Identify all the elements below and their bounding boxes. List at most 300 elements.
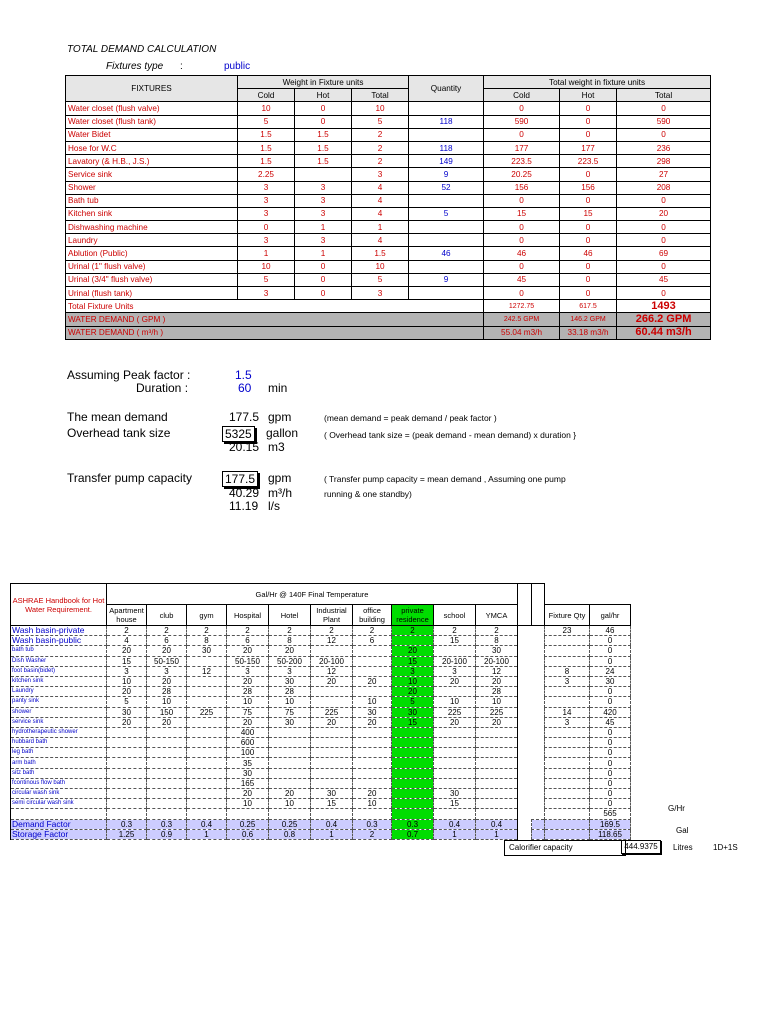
gal-hr-value [434,748,476,758]
total-cold: 0 [484,194,560,207]
gal-hr-value: 20-100 [476,656,518,666]
weight-hot: 3 [295,234,352,247]
total-cold: 0 [484,234,560,247]
gal-hr-value: 35 [227,758,269,768]
gal-hr-value: 225 [476,707,518,717]
gal-hr-value [353,687,392,697]
gal-hr-value [311,727,353,737]
weight-hot: 3 [295,207,352,220]
gal-hr-total: 0 [590,789,631,799]
weight-hot: 0 [295,102,352,115]
fixture-qty[interactable]: 3 [545,676,590,686]
gal-hr-value: 10 [269,799,311,809]
gal-hr-value: 3 [147,666,187,676]
quantity[interactable] [409,221,484,234]
fixture-qty[interactable] [545,748,590,758]
weight-hot: 0 [295,287,352,300]
spacer [518,829,532,839]
header-hot: Hot [295,89,352,102]
fixture-qty[interactable] [545,656,590,666]
fixture-name: Kitchen sink [66,207,238,220]
gal-hr-value: 30 [269,676,311,686]
spacer [532,656,545,666]
gal-hr-value [392,768,434,778]
gal-hr-value: 10 [227,799,269,809]
gal-hr-value [434,758,476,768]
total-hot: 156 [560,181,617,194]
gal-hr-total: 0 [590,636,631,646]
weight-total: 2 [352,155,409,168]
gal-hr-total: 0 [590,768,631,778]
fixture-qty[interactable] [545,646,590,656]
weight-total: 1.5 [352,247,409,260]
total-hot: 223.5 [560,155,617,168]
fixture-name: Water closet (flush tank) [66,115,238,128]
gal-hr-value: 28 [227,687,269,697]
ashrae-row [11,656,631,666]
demand-factor-value[interactable]: 0.25 [227,819,269,829]
gal-hr-value [187,676,227,686]
spacer [545,584,590,605]
storage-factor-value[interactable]: 1.25 [107,829,147,839]
weight-total: 10 [352,260,409,273]
gal-hr-value: 20 [107,646,147,656]
total-total: 298 [617,155,711,168]
storage-factor-value[interactable]: 2 [353,829,392,839]
demand-factor-value[interactable]: 0.3 [107,819,147,829]
weight-hot: 0 [295,115,352,128]
spacer [590,584,631,605]
gal-hr-value: 20 [107,687,147,697]
gal-hr-value [311,768,353,778]
gal-hr-value [476,778,518,788]
gal-hr-value: 10 [227,697,269,707]
weight-total: 5 [352,115,409,128]
fixture-qty[interactable] [545,758,590,768]
mean-demand-label: The mean demand [67,410,168,424]
fixture-qty[interactable]: 23 [545,626,590,636]
gal-hr-value: 10 [353,799,392,809]
fixture-row [66,155,711,168]
total-units-total: 1493 [617,300,711,313]
spacer [532,646,545,656]
column-header: club [147,605,187,626]
transfer-pump-ls-unit: l/s [268,499,280,513]
gal-hr-value: 20-100 [311,656,353,666]
blank-cell [392,809,434,819]
demand-factor-value[interactable]: 0.4 [434,819,476,829]
fixture-rows [66,102,711,300]
fixture-name: Ablution (Public) [66,247,238,260]
weight-total: 4 [352,234,409,247]
demand-m3h-hot: 33.18 m3/h [560,326,617,339]
fixture-qty[interactable]: 8 [545,666,590,676]
header-hot: Hot [560,89,617,102]
weight-total: 4 [352,194,409,207]
gal-hr-value: 10 [476,697,518,707]
demand-factor-value[interactable]: 0.25 [269,819,311,829]
fixture-qty[interactable] [545,697,590,707]
weight-total: 4 [352,207,409,220]
fixture-qty[interactable] [545,738,590,748]
fixture-row [66,247,711,260]
total-total: 0 [617,102,711,115]
transfer-pump-m3h: 40.29 [229,486,260,500]
gal-hr-value: 100 [227,748,269,758]
gal-hr-total: 0 [590,727,631,737]
quantity[interactable] [409,287,484,300]
quantity[interactable] [409,234,484,247]
total-cold: 590 [484,115,560,128]
peak-factor-label: Assuming Peak factor : [67,368,191,382]
fixture-qty[interactable]: 3 [545,717,590,727]
fixture-label: panty sink [11,697,107,707]
overhead-tank-m3-unit: m3 [268,440,285,454]
total-hot: 0 [560,273,617,286]
storage-factor-value[interactable]: 0.8 [269,829,311,839]
gal-hr-value [392,748,434,758]
gal-hr-value [147,799,187,809]
gal-hr-value [269,768,311,778]
storage-factor-gal: 118.65 [590,829,631,839]
header-total-weight: Total weight in fixture units [484,76,711,89]
fixture-label: circular wash sink [11,789,107,799]
fixture-label: leg bath [11,748,107,758]
spacer [532,819,545,829]
gal-hr-total: 0 [590,748,631,758]
gal-hr-value: 20 [227,789,269,799]
gal-hr-value: 12 [476,666,518,676]
gal-hr-value: 10 [107,676,147,686]
header-total: Total [352,89,409,102]
total-total: 0 [617,234,711,247]
spacer [518,727,532,737]
blank-cell [107,809,147,819]
fixture-row [66,141,711,154]
fixture-name: Service sink [66,168,238,181]
fixture-name: Bath tub [66,194,238,207]
demand-gpm-hot: 146.2 GPM [560,313,617,326]
gal-hr-value: 30 [227,768,269,778]
gal-hr-value: 50-200 [269,656,311,666]
demand-m3h-label: WATER DEMAND ( m³/h ) [66,326,484,339]
storage-factor-value[interactable]: 1 [434,829,476,839]
quantity[interactable] [409,194,484,207]
spacer [518,636,532,646]
weight-total: 3 [352,287,409,300]
transfer-pump-label: Transfer pump capacity [67,471,192,485]
ashrae-title: ASHRAE Handbook for Hot Water Requirement. [11,584,107,626]
fixture-row [66,207,711,220]
weight-hot: 0 [295,273,352,286]
fixture-name: Water Bidet [66,128,238,141]
total-total: 0 [617,128,711,141]
demand-factor-value[interactable]: 0.4 [476,819,518,829]
blank-cell [147,809,187,819]
gal-hr-value: 10 [434,697,476,707]
spacer [518,666,532,676]
quantity[interactable]: 52 [409,181,484,194]
weight-total: 3 [352,168,409,181]
column-header: YMCA [476,605,518,626]
fixture-qty[interactable] [545,636,590,646]
demand-factor-value[interactable]: 0.4 [187,819,227,829]
gal-hr-value: 30 [311,789,353,799]
spacer [518,646,532,656]
spacer [518,717,532,727]
gal-hr-value: 30 [269,717,311,727]
duration-value[interactable]: 60 [238,381,252,395]
demand-factor-label: Demand Factor [11,819,107,829]
ashrae-row [11,707,631,717]
gal-hr-header: Gal/Hr @ 140F Final Temperature [107,584,518,605]
gal-hr-value: 20 [353,717,392,727]
gal-hr-value: 15 [107,656,147,666]
gal-hr-value: 2 [269,626,311,636]
gal-hr-value [187,697,227,707]
storage-factor-value[interactable]: 0.9 [147,829,187,839]
ashrae-row [11,697,631,707]
gal-hr-value: 75 [227,707,269,717]
gal-hr-value [147,748,187,758]
gal-hr-value [187,778,227,788]
fixtures-type-value[interactable]: public [224,61,251,72]
fixture-row [66,273,711,286]
gal-hr-value: 12 [311,666,353,676]
gal-hr-value [187,727,227,737]
quantity[interactable]: 118 [409,141,484,154]
header-weight: Weight in Fixture units [238,76,409,89]
weight-cold: 1.5 [238,155,295,168]
demand-factor-value[interactable]: 0.3 [392,819,434,829]
gal-hr-value: 12 [311,636,353,646]
total-fixture-units-row [66,300,711,313]
storage-factor-value[interactable]: 1 [476,829,518,839]
gal-hr-value [269,738,311,748]
storage-factor-value[interactable]: 0.7 [392,829,434,839]
weight-cold: 0 [238,221,295,234]
spacer [532,636,545,646]
quantity[interactable] [409,128,484,141]
column-header: office building [353,605,392,626]
spacer [532,697,545,707]
spacer [518,626,532,636]
gal-hr-value [353,748,392,758]
fixture-qty[interactable] [545,799,590,809]
gal-hr-value [107,768,147,778]
ashrae-row [11,799,631,809]
fixture-qty[interactable]: 14 [545,707,590,717]
spacer [518,809,532,819]
quantity[interactable]: 5 [409,207,484,220]
ashrae-row [11,778,631,788]
gal-hr-value: 15 [392,656,434,666]
fixture-qty[interactable] [545,778,590,788]
gal-hr-value: 20 [107,717,147,727]
weight-hot: 1 [295,247,352,260]
total-gal: 565 [590,809,631,819]
gal-hr-value: 50-150 [147,656,187,666]
gal-hr-value [311,778,353,788]
header-cold: Cold [238,89,295,102]
gal-hr-value [147,768,187,778]
total-cold: 0 [484,260,560,273]
fixture-name: Hose for W.C [66,141,238,154]
ashrae-row [11,646,631,656]
gal-hr-value: 6 [353,636,392,646]
gal-hr-value [269,778,311,788]
gal-hr-value: 6 [147,636,187,646]
ashrae-row [11,666,631,676]
gal-hr-total: 45 [590,717,631,727]
fixture-row [66,115,711,128]
spacer [532,727,545,737]
fixture-row [66,221,711,234]
gal-hr-value: 4 [107,636,147,646]
gal-hr-value: 8 [476,636,518,646]
fixture-name: Urinal (1" flush valve) [66,260,238,273]
storage-factor-value[interactable]: 1 [311,829,353,839]
fixture-qty[interactable] [545,768,590,778]
mean-demand-unit: gpm [268,410,292,424]
gal-hr-value [476,738,518,748]
quantity[interactable]: 9 [409,273,484,286]
gal-hr-value [476,768,518,778]
fixture-label: sitz bath [11,768,107,778]
total-hot: 0 [560,115,617,128]
gal-hr-value [187,748,227,758]
duration-label: Duration : [136,381,189,395]
weight-total: 2 [352,141,409,154]
total-units-cold: 1272.75 [484,300,560,313]
quantity[interactable]: 46 [409,247,484,260]
header-cold: Cold [484,89,560,102]
gal-hr-value [107,738,147,748]
ashrae-row [11,626,631,636]
demand-factor-value[interactable]: 0.3 [353,819,392,829]
gal-hr-value: 30 [353,707,392,717]
peak-factor-value[interactable]: 1.5 [235,368,252,382]
gal-hr-value: 20 [476,676,518,686]
spacer [518,799,532,809]
demand-factor-value[interactable]: 0.4 [311,819,353,829]
storage-factor-value[interactable]: 0.6 [227,829,269,839]
gal-hr-value: 20 [227,646,269,656]
weight-cold: 3 [238,181,295,194]
weight-cold: 10 [238,102,295,115]
gal-hr-value [476,748,518,758]
demand-gpm-cold: 242.5 GPM [484,313,560,326]
spacer [532,626,545,636]
quantity[interactable] [409,260,484,273]
fixture-qty[interactable] [545,727,590,737]
gal-hr-value: 20 [269,789,311,799]
gal-hr-value [476,789,518,799]
fixture-label: Dish Washer [11,656,107,666]
gal-hr-value [434,727,476,737]
gal-hr-value [434,687,476,697]
quantity[interactable]: 118 [409,115,484,128]
weight-hot: 1.5 [295,155,352,168]
blank-cell [269,809,311,819]
demand-factor-row [11,819,631,829]
total-cold: 20.25 [484,168,560,181]
gal-hr-value [392,789,434,799]
gal-hr-value: 225 [311,707,353,717]
mean-demand-note: (mean demand = peak demand / peak factor ) [324,413,497,423]
gal-hr-value [353,758,392,768]
weight-hot: 3 [295,194,352,207]
gal-hr-value [392,727,434,737]
gal-hr-value: 225 [187,707,227,717]
gal-hr-value [353,738,392,748]
weight-cold: 1 [238,247,295,260]
gal-hr-value: 20 [434,717,476,727]
gal-hr-value: 20 [147,717,187,727]
fixture-name: Water closet (flush valve) [66,102,238,115]
duration-unit: min [268,381,288,395]
quantity[interactable] [409,102,484,115]
gal-hr-value: 28 [147,687,187,697]
weight-cold: 1.5 [238,141,295,154]
overhead-tank-value: 5325 [222,426,255,442]
blank-cell [187,809,227,819]
gal-hr-value [434,778,476,788]
fixture-label: shower [11,707,107,717]
mean-demand-value: 177.5 [229,410,260,424]
spacer [532,687,545,697]
weight-hot: 1 [295,221,352,234]
ashrae-hot-water-table [10,583,631,840]
gal-hr-value: 400 [227,727,269,737]
blank-cell [434,809,476,819]
fixtures-type-colon: : [180,61,183,72]
total-cold: 156 [484,181,560,194]
gal-hr-value [311,738,353,748]
quantity[interactable]: 149 [409,155,484,168]
gal-hr-value [187,738,227,748]
storage-gal-unit: Gal [676,826,689,835]
fixture-qty[interactable] [545,687,590,697]
demand-factor-value[interactable]: 0.3 [147,819,187,829]
gal-hr-value [476,758,518,768]
gal-hr-value [353,768,392,778]
transfer-pump-value: 177.5 [222,471,258,487]
gal-hr-value: 2 [227,626,269,636]
demand-factor-gal: 169.5 [590,819,631,829]
total-cold: 223.5 [484,155,560,168]
weight-hot [295,168,352,181]
weight-total: 5 [352,273,409,286]
fixture-row [66,128,711,141]
gal-hr-value: 30 [187,646,227,656]
ashrae-row [11,768,631,778]
fixture-name: Shower [66,181,238,194]
spacer [532,799,545,809]
gal-hr-value: 3 [107,666,147,676]
gal-hr-value: 15 [434,799,476,809]
gal-hr-value: 10 [353,697,392,707]
gal-hr-total: 0 [590,799,631,809]
fixture-qty[interactable] [545,789,590,799]
spacer [532,768,545,778]
spacer [532,809,545,819]
total-hot: 15 [560,207,617,220]
gal-hr-value: 20-100 [434,656,476,666]
gal-hr-value: 30 [476,646,518,656]
quantity[interactable]: 9 [409,168,484,181]
storage-factor-value[interactable]: 1 [187,829,227,839]
